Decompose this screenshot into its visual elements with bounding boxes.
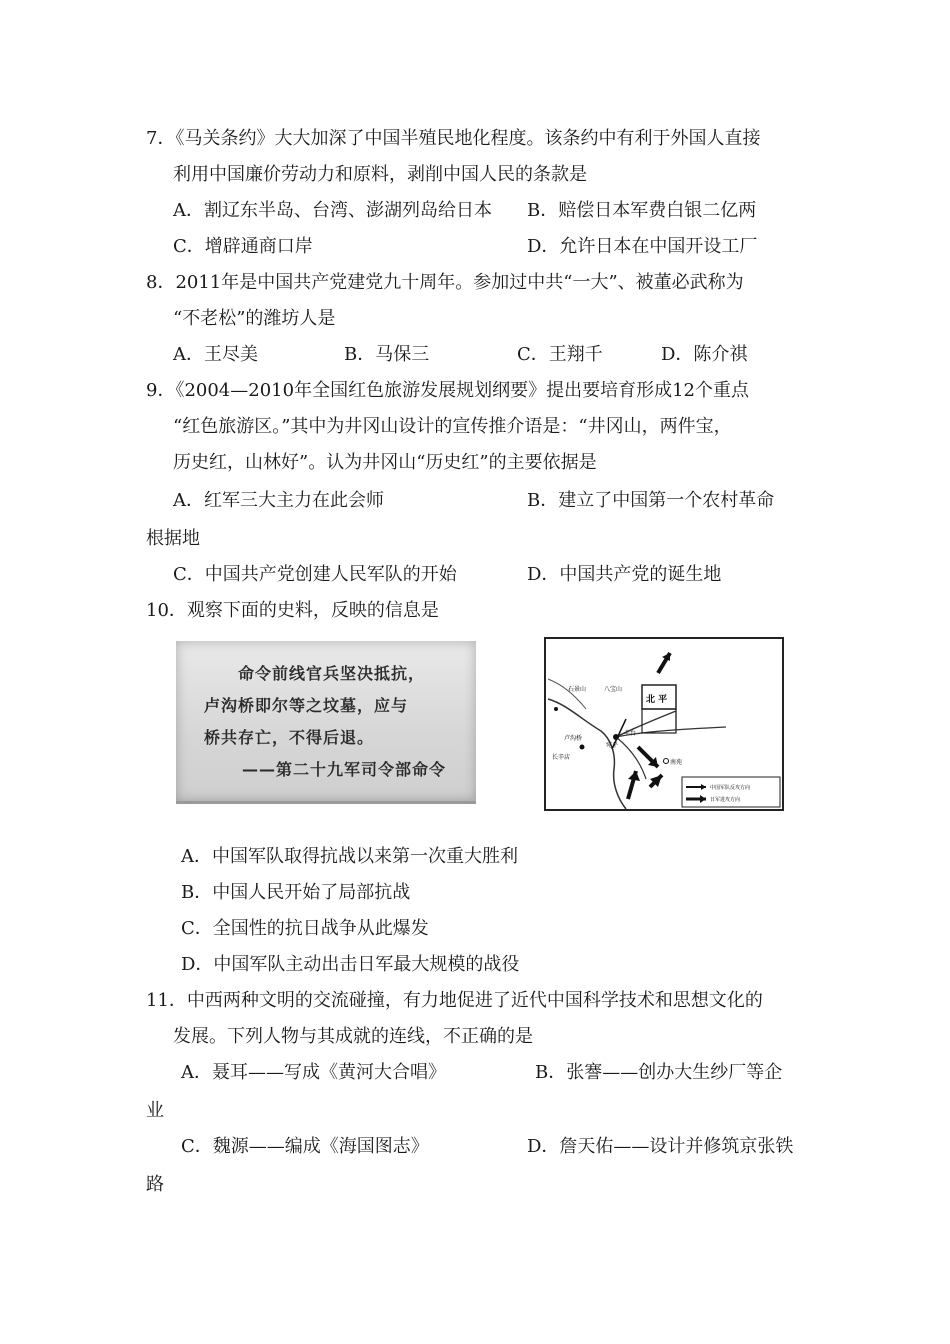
q9-option-a: A．红军三大主力在此会师 <box>173 490 384 511</box>
q8-option-d: D．陈介祺 <box>661 344 748 365</box>
q7-option-c: C．增辟通商口岸 <box>173 236 313 257</box>
q7-stem-line2: 利用中国廉价劳动力和原料，剥削中国人民的条款是 <box>173 164 587 185</box>
legend-japan-attack: 日军进攻方向 <box>710 797 741 803</box>
map-label-shijingshan: 石景山 <box>568 686 587 693</box>
legend-china-counterattack: 中国军队反攻方向 <box>710 785 751 791</box>
q7-option-b: B．赔偿日本军费白银二亿两 <box>527 200 757 221</box>
q8-stem-line2: “不老松”的潍坊人是 <box>173 308 336 329</box>
q11-option-b-continued: 业 <box>146 1100 164 1121</box>
map-label-beiping: 北 平 <box>646 695 668 705</box>
q9-stem-line3: 历史红，山林好”。认为井冈山“历史红”的主要依据是 <box>173 452 597 473</box>
q11-option-d-continued: 路 <box>146 1174 164 1195</box>
q8-option-b: B．马保三 <box>344 344 430 365</box>
map-label-changxindian: 长辛店 <box>552 754 571 761</box>
q9-stem-line2: “红色旅游区。”其中为井冈山设计的宣传推介语是：“井冈山，两件宝， <box>173 416 732 437</box>
q9-stem-line1: 9．《2004—2010年全国红色旅游发展规划纲要》提出要培育形成12个重点 <box>146 380 749 401</box>
q9-option-d: D．中国共产党的诞生地 <box>527 564 722 585</box>
map-label-babaoshan: 八宝山 <box>604 686 623 693</box>
q9-option-b: B．建立了中国第一个农村革命 <box>527 490 775 511</box>
map-drawing <box>546 639 782 809</box>
photo-text-line2: 卢沟桥即尔等之坟墓，应与 <box>204 696 409 715</box>
photo-text-line1: 命令前线官兵坚决抵抗， <box>238 664 426 683</box>
q10-stem: 10．观察下面的史料，反映的信息是 <box>146 600 439 621</box>
q11-stem-line2: 发展。下列人物与其成就的连线，不正确的是 <box>173 1026 533 1047</box>
q8-option-a: A．王尽美 <box>173 344 258 365</box>
map-label-fengtai: 丰台 <box>624 730 637 737</box>
q9-option-c: C．中国共产党创建人民军队的开始 <box>173 564 457 585</box>
q10-option-d: D．中国军队主动出击日军最大规模的战役 <box>181 954 520 975</box>
q7-option-d: D．允许日本在中国开设工厂 <box>527 236 758 257</box>
q8-stem-line1: 8．2011年是中国共产党建党九十周年。参加过中共“一大”、被董必武称为 <box>146 272 744 293</box>
q7-stem-line1: 7．《马关条约》大大加深了中国半殖民地化程度。该条约中有利于外国人直接 <box>146 128 761 149</box>
q9-option-b-continued: 根据地 <box>146 528 200 549</box>
q10-option-c: C．全国性的抗日战争从此爆发 <box>181 918 429 939</box>
historical-order-photo <box>176 641 476 804</box>
map-label-nanyuan: 南苑 <box>670 759 683 766</box>
map-label-wanping: 宛平 <box>606 742 619 749</box>
q11-option-c: C．魏源——编成《海国图志》 <box>181 1136 429 1157</box>
q10-option-a: A．中国军队取得抗战以来第一次重大胜利 <box>181 846 518 867</box>
q8-option-c: C．王翔千 <box>517 344 603 365</box>
q11-option-d: D．詹天佑——设计并修筑京张铁 <box>527 1136 794 1157</box>
q11-option-a: A．聂耳——写成《黄河大合唱》 <box>181 1062 446 1083</box>
q11-stem-line1: 11．中西两种文明的交流碰撞，有力地促进了近代中国科学技术和思想文化的 <box>146 990 763 1011</box>
map-label-lugouqiao: 卢沟桥 <box>564 735 583 742</box>
photo-text-line4: ——第二十九军司令部命令 <box>242 760 447 779</box>
q10-option-b: B．中国人民开始了局部抗战 <box>181 882 411 903</box>
q7-option-a: A．割辽东半岛、台湾、澎湖列岛给日本 <box>173 200 492 221</box>
photo-text-line3: 桥共存亡，不得后退。 <box>204 728 375 747</box>
lugouqiao-battle-map <box>544 637 784 811</box>
q11-option-b: B．张謇——创办大生纱厂等企 <box>535 1062 783 1083</box>
